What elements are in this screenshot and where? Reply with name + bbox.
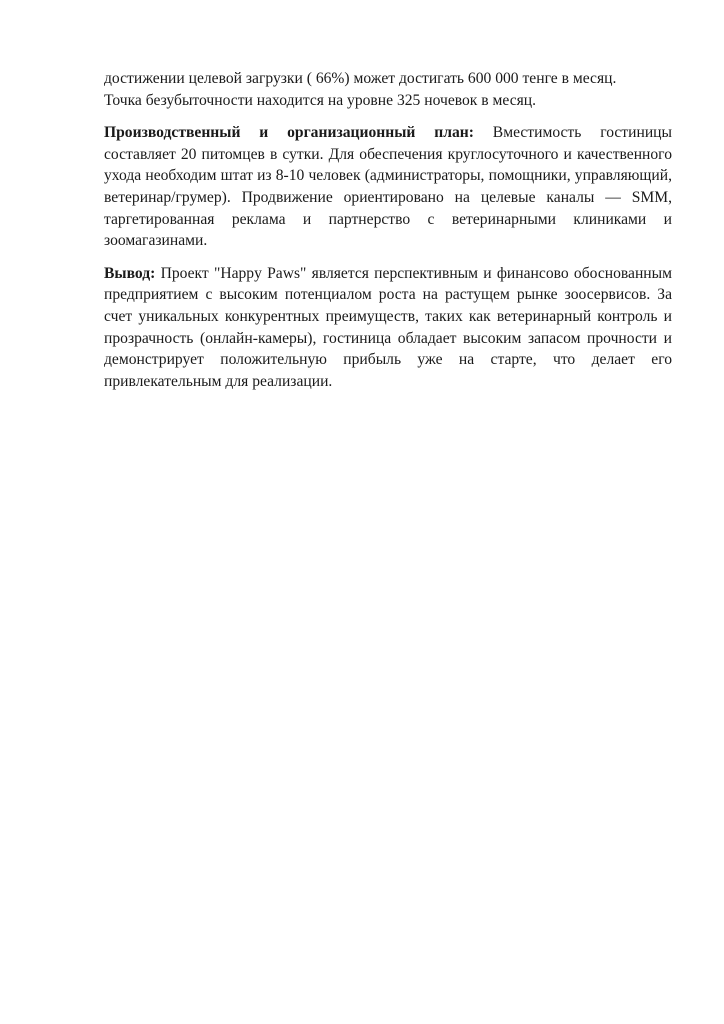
- document-body: [104, 68, 672, 392]
- break-even-line: Точка безубыточности находится на уровне 325 ночевок в месяц.: [104, 91, 537, 109]
- financial-summary-line-1: достижении целевой загрузки ( 66%) может достигать 600 000 тенге в месяц.: [104, 70, 617, 87]
- production-plan-heading: Производственный и организационный план:: [104, 124, 474, 142]
- conclusion-heading: Вывод:: [104, 264, 156, 282]
- production-plan-text: Вместимость гостиницы составляет 20 питомцев в сутки. Для обеспечения круглосуточного и качественного ухода необходим штат из 8-10 человек (администраторы, помощники, управляющий, ветеринар/грумер). Продвижение ориентировано на целевые каналы — SMM, таргетированная реклама и партнерство с ветеринарными клиниками и зоомагазинами.: [104, 124, 672, 250]
- financial-summary-paragraph: [104, 68, 672, 111]
- production-plan-paragraph: [104, 122, 672, 252]
- conclusion-paragraph: [104, 263, 672, 393]
- conclusion-text: Проект "Happy Paws" является перспективным и финансово обоснованным предприятием с высоким потенциалом роста на растущем рынке зоосервисов. За счет уникальных конкурентных преимуществ, таких как ветеринарный контроль и прозрачность (онлайн-камеры), гостиница обладает высоким запасом прочности и демонстрирует положительную прибыль уже на старте, что делает его привлекательным для реализации.: [104, 264, 672, 390]
